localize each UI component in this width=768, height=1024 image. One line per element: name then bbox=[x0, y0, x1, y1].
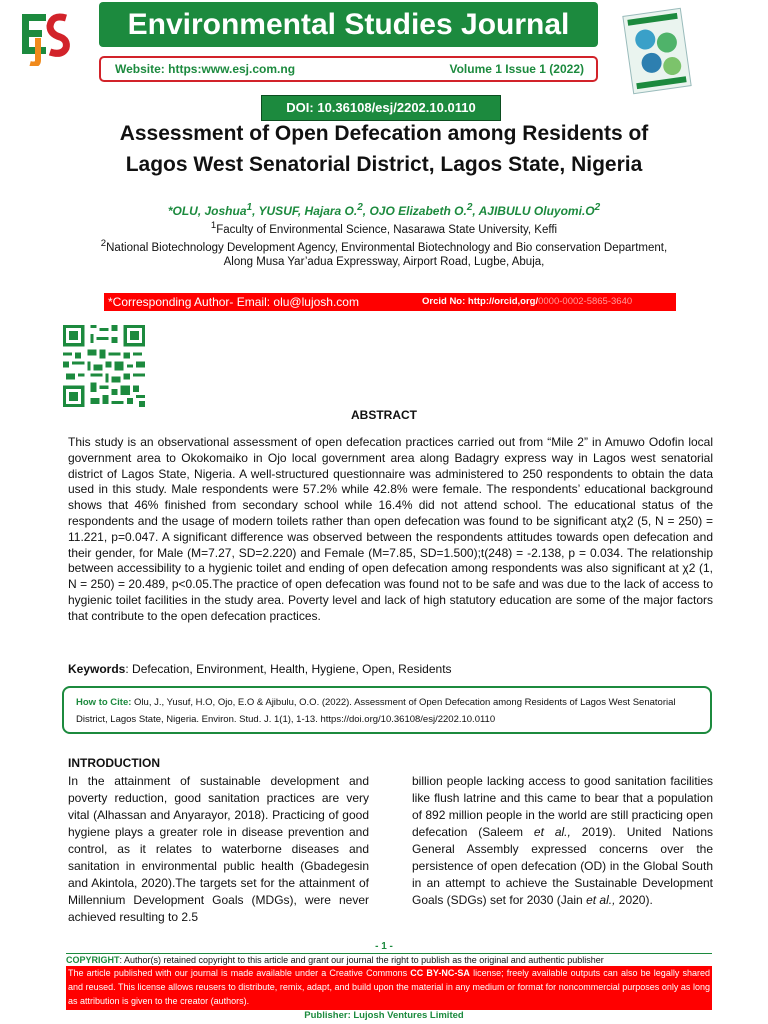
abstract-body: This study is an observational assessment of open defecation practices carried out from “Mile 2” in Amuwo Odofin local government area to Okokomaiko in Ojo local government area along Badagry express way in Lagos west senatorial district of Lagos State, Nigeria. A well-structured questionnaire was administered to 250 respondents to obtain the data used in this study. Male respondents were 57.2% while 42.8% were female. The respondents’ educational background shows that 46% finished from secondary school while 16.4% did not attend school. The educational status of the respondents and the usage of modern toilets rather than open defecation was found to be significant atχ2 (5, N = 250) = 11.221, p=0.047. A significant difference was observed between the respondents attitudes towards open defecation and their gender, for Male (M=7.27, SD=2.220) and Female (M=7.85, SD=1.500);t(248) = -2.138, p = 0.034. The relationship between accessibility to a hygienic toilet and ending of open defecation among respondents was also significant at χ2 (1, N = 250) = 20.489, p<0.05.The practice of open defecation was found not to be safe and was due to the lack of access to hygienic toilet facilities in the study area. Poverty level and lack of high statutory education are some of the major factors that contribute to the open defecation practices. bbox=[68, 435, 713, 623]
intro-column-1: In the attainment of sustainable development and poverty reduction, good sanitation practices are very vital (Alhassan and Anyarayor, 2018). Practicing of good hygiene plays a greater role in disease prevention and control, as it relates to waterborne diseases and sanitation in environmental public health (Gbadegesin and Akintola, 2020).The targets set for the attainment of Millennium Development Goals (MDGs), were never achieved resulting to 2.5 bbox=[68, 774, 369, 924]
author-list bbox=[40, 202, 728, 218]
author-sup: 2 bbox=[357, 202, 363, 213]
author-name: , YUSUF, Hajara O. bbox=[252, 204, 358, 218]
copyright-notice bbox=[66, 955, 712, 965]
affiliation-2 bbox=[40, 238, 728, 254]
intro-italic: et al., bbox=[533, 825, 571, 839]
corresponding-author-bar bbox=[104, 293, 676, 311]
affiliation-sup: 1 bbox=[210, 220, 217, 231]
license-type[interactable]: CC BY-NC-SA bbox=[410, 968, 470, 978]
author-name: *OLU, Joshua bbox=[167, 204, 247, 218]
license-notice bbox=[66, 966, 712, 1010]
how-to-cite-box bbox=[62, 686, 712, 734]
intro-italic: et al., bbox=[586, 893, 616, 907]
corresponding-email[interactable]: *Corresponding Author- Email: olu@lujosh.com bbox=[108, 295, 359, 309]
copyright-label: COPYRIGHT bbox=[66, 955, 120, 965]
intro-text: 2019). United Nations General Assembly expressed concerns over the persistence of open defecation (OD) in the Global South in an attempt to achieve the Sustainable Development Goals (SDGs) set for 2030 (Jain bbox=[412, 825, 713, 907]
abstract-heading: ABSTRACT bbox=[351, 408, 417, 422]
title-line-1: Assessment of Open Defecation among Residents of bbox=[119, 122, 649, 145]
qr-code[interactable] bbox=[60, 322, 148, 410]
journal-info-bar bbox=[99, 56, 598, 82]
license-text: license; freely available outputs can also be legally shared and reused. This license allows reusers to distribute, remix, adapt, and build upon the material in any medium or format for noncommercial purposes only as long as attribution is given to the creator (authors). bbox=[68, 968, 710, 1006]
author-sup: 2 bbox=[594, 202, 601, 213]
author-name: , OJO Elizabeth O. bbox=[362, 204, 467, 218]
intro-text: 2020). bbox=[615, 893, 653, 907]
keywords-label: Keywords bbox=[68, 662, 126, 676]
orcid-link[interactable] bbox=[422, 296, 632, 307]
journal-title-banner: Environmental Studies Journal bbox=[99, 2, 598, 47]
page-number: - 1 - bbox=[375, 941, 393, 952]
copyright-text: : Author(s) retained copyright to this article and grant our journal the right to publish as the original and authentic publisher bbox=[119, 955, 604, 965]
title-line-2: Lagos West Senatorial District, Lagos State, Nigeria bbox=[125, 153, 643, 176]
license-text: The article published with our journal is made available under a Creative Commons bbox=[68, 968, 411, 978]
keywords bbox=[68, 662, 713, 676]
volume-issue: Volume 1 Issue 1 (2022) bbox=[449, 62, 584, 76]
intro-text: billion people lacking access to good sanitation facilities like flush latrine and this came to bear that a population of 892 million people in the world are still practicing open defecation (Saleem bbox=[412, 774, 713, 839]
affiliation-sup: 2 bbox=[100, 238, 107, 249]
author-sup: 1 bbox=[246, 202, 253, 213]
author-name: , AJIBULU Oluyomi.O bbox=[472, 204, 595, 218]
website-link[interactable]: Website: https:www.esj.com.ng bbox=[115, 62, 296, 76]
intro-column-2 bbox=[412, 773, 713, 909]
orcid-label: Orcid No: http://orcid,org/ bbox=[422, 296, 539, 307]
affiliation-text: National Biotechnology Development Agency, Environmental Biotechnology and Bio conservation Department, bbox=[106, 241, 668, 254]
doi-badge[interactable]: DOI: 10.36108/esj/2202.10.0110 bbox=[261, 95, 501, 121]
publisher: Publisher: Lujosh Ventures Limited bbox=[304, 1010, 464, 1021]
article-title bbox=[40, 118, 728, 180]
affiliation-text: Faculty of Environmental Science, Nasarawa State University, Keffi bbox=[216, 223, 558, 236]
introduction-heading: INTRODUCTION bbox=[68, 756, 160, 770]
affiliation-2-line-2: Along Musa Yar’adua Expressway, Airport Road, Lugbe, Abuja, bbox=[223, 256, 545, 268]
orcid-id: 0000-0002-5865-3640 bbox=[538, 296, 633, 307]
footer-divider bbox=[66, 953, 712, 954]
author-sup: 2 bbox=[466, 202, 473, 213]
journal-logo bbox=[8, 8, 80, 66]
cite-label: How to Cite: bbox=[76, 697, 132, 708]
keywords-list: : Defecation, Environment, Health, Hygiene, Open, Residents bbox=[125, 662, 452, 676]
cite-text: Olu, J., Yusuf, H.O, Ojo, E.O & Ajibulu, O.O. (2022). Assessment of Open Defecation among Residents of Lagos West Senatorial District, Lagos State, Nigeria. Environ. Stud. J. 1(1), 1-13. https://doi.org/10.36108/esj/2202.10.0110 bbox=[76, 697, 676, 725]
affiliation-1 bbox=[40, 220, 728, 236]
journal-cover-image bbox=[620, 6, 694, 96]
